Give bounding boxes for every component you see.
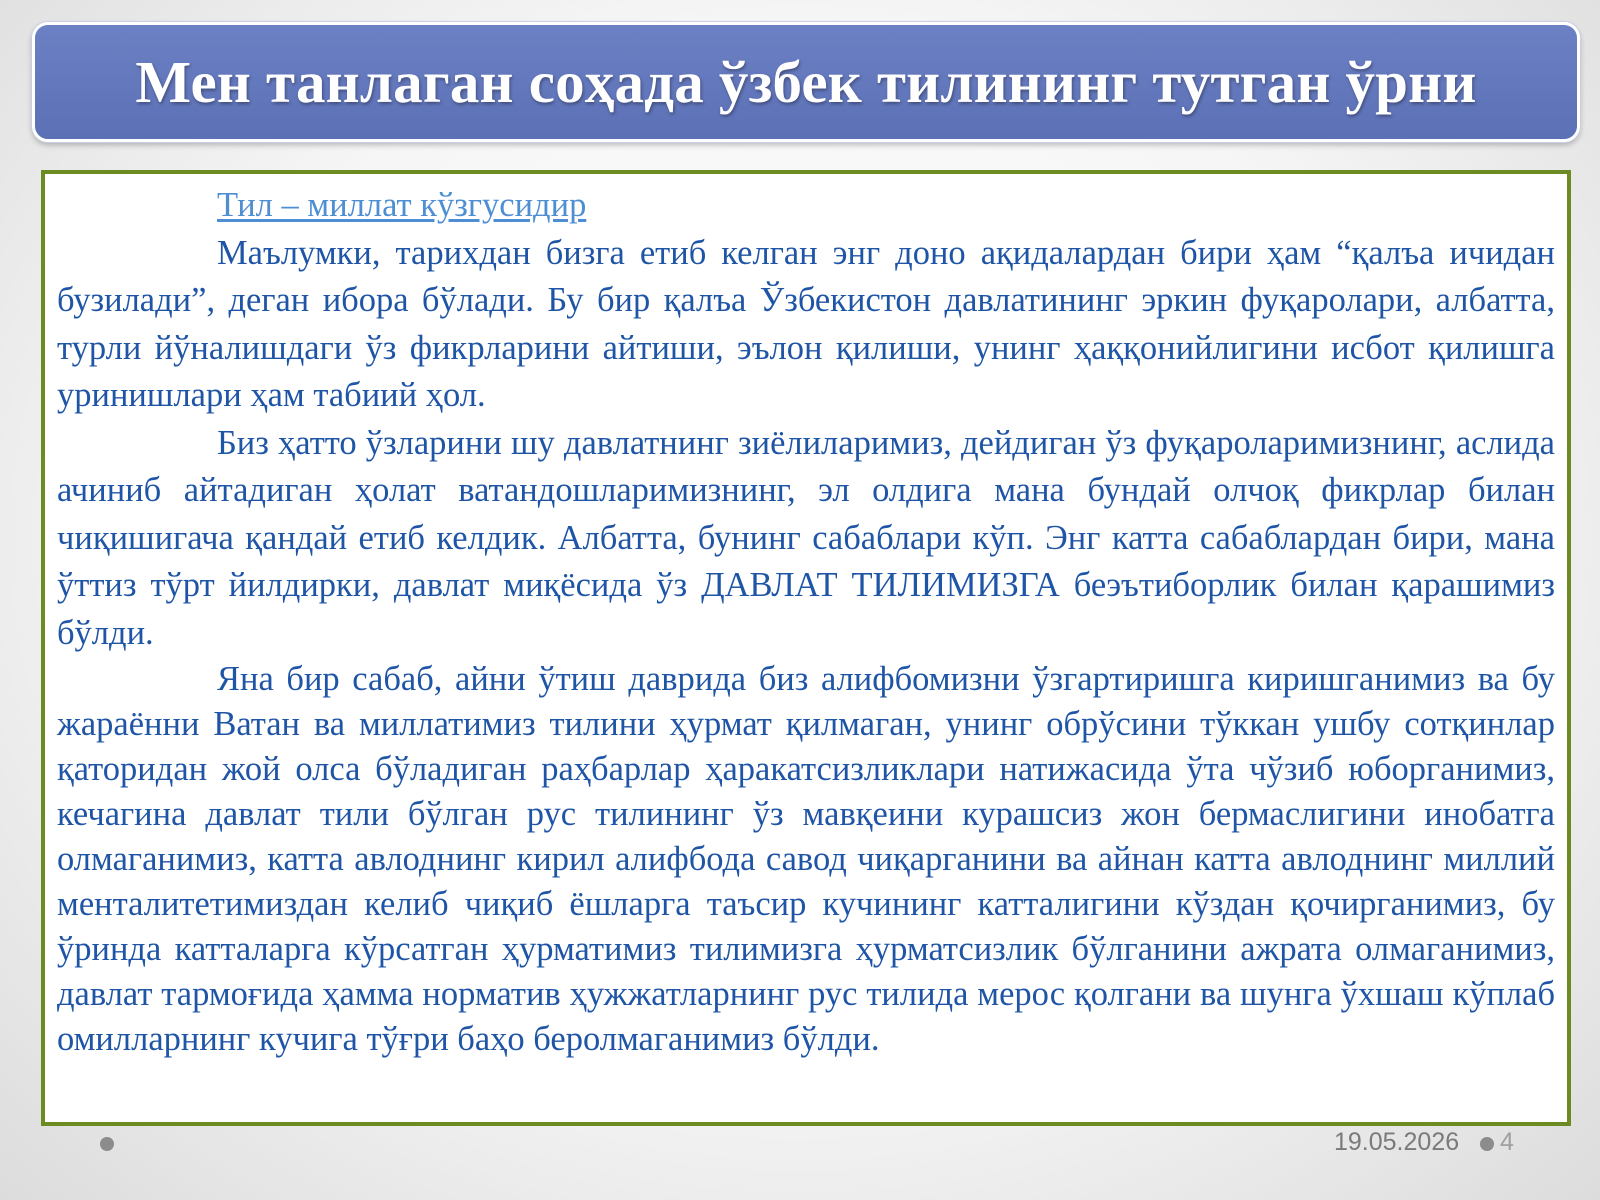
heading-link[interactable]: Тил – миллат кўзгусидир — [217, 186, 587, 224]
content-box — [41, 170, 1571, 1126]
slide-title-bar — [32, 22, 1580, 142]
paragraph-1: Маълумки, тарихдан бизга етиб келган энг доно ақидалардан бири ҳам “қалъа ичидан бузилади”, деган ибора бўлади. Бу бир қалъа Ўзбекистон давлатининг эркин фуқаролари, албатта, турли йўналишдаги ўз фикрларини айтиши, эълон қилиши, унинг ҳаққонийлигини исбот қилишга уринишлари ҳам табиий ҳол. — [57, 233, 1555, 414]
footer-bullet-right — [1480, 1137, 1494, 1151]
paragraph-2: Биз ҳатто ўзларини шу давлатнинг зиёлиларимиз, дейдиган ўз фуқароларимизнинг, аслида ачиниб айтадиган ҳолат ватандошларимизнинг, эл олдига мана бундай олчоқ фикрлар билан чиқишигача қандай етиб келдик. Албатта, бунинг сабаблари кўп. Энг катта сабаблардан бири, мана ўттиз тўрт йилдирки, давлат миқёсида ўз ДАВЛАТ ТИЛИМИЗГА беэътиборлик билан қарашимиз бўлди. — [57, 423, 1555, 652]
slide-title: Мен танлаган соҳада ўзбек тилининг тутган ўрни — [135, 48, 1477, 115]
footer-date: 19.05.2026 — [1334, 1128, 1460, 1156]
page-number: 4 — [1500, 1128, 1514, 1156]
footer-bullet-left — [100, 1137, 114, 1151]
body-text — [57, 182, 1555, 1062]
paragraph-3: Яна бир сабаб, айни ўтиш даврида биз алифбомизни ўзгартиришга киришганимиз ва бу жараённи Ватан ва миллатимиз тилини ҳурмат қилмаган, унинг обрўсини тўккан ушбу сотқинлар қаторидан жой олса бўладиган раҳбарлар ҳаракатсизликлари натижасида ўта чўзиб юборганимиз, кечагина давлат тили бўлган рус тилининг ўз мавқеини курашсиз жон бермаслигини инобатга олмаганимиз, катта авлоднинг кирил алифбода савод чиқарганини ва айнан катта авлоднинг миллий менталитетимиздан келиб чиқиб ёшларга таъсир кучининг катталигини кўздан қочирганимиз, бу ўринда катталарга кўрсатган ҳурматимиз тилимизга ҳурматсизлик бўлганини ажрата олмаганимиз, давлат тармоғида ҳамма норматив ҳужжатларнинг рус тилида мерос қолгани ва шунга ўхшаш кўплаб омилларнинг кучига тўғри баҳо беролмаганимиз бўлди. — [57, 660, 1555, 1058]
heading-line — [57, 182, 1555, 230]
